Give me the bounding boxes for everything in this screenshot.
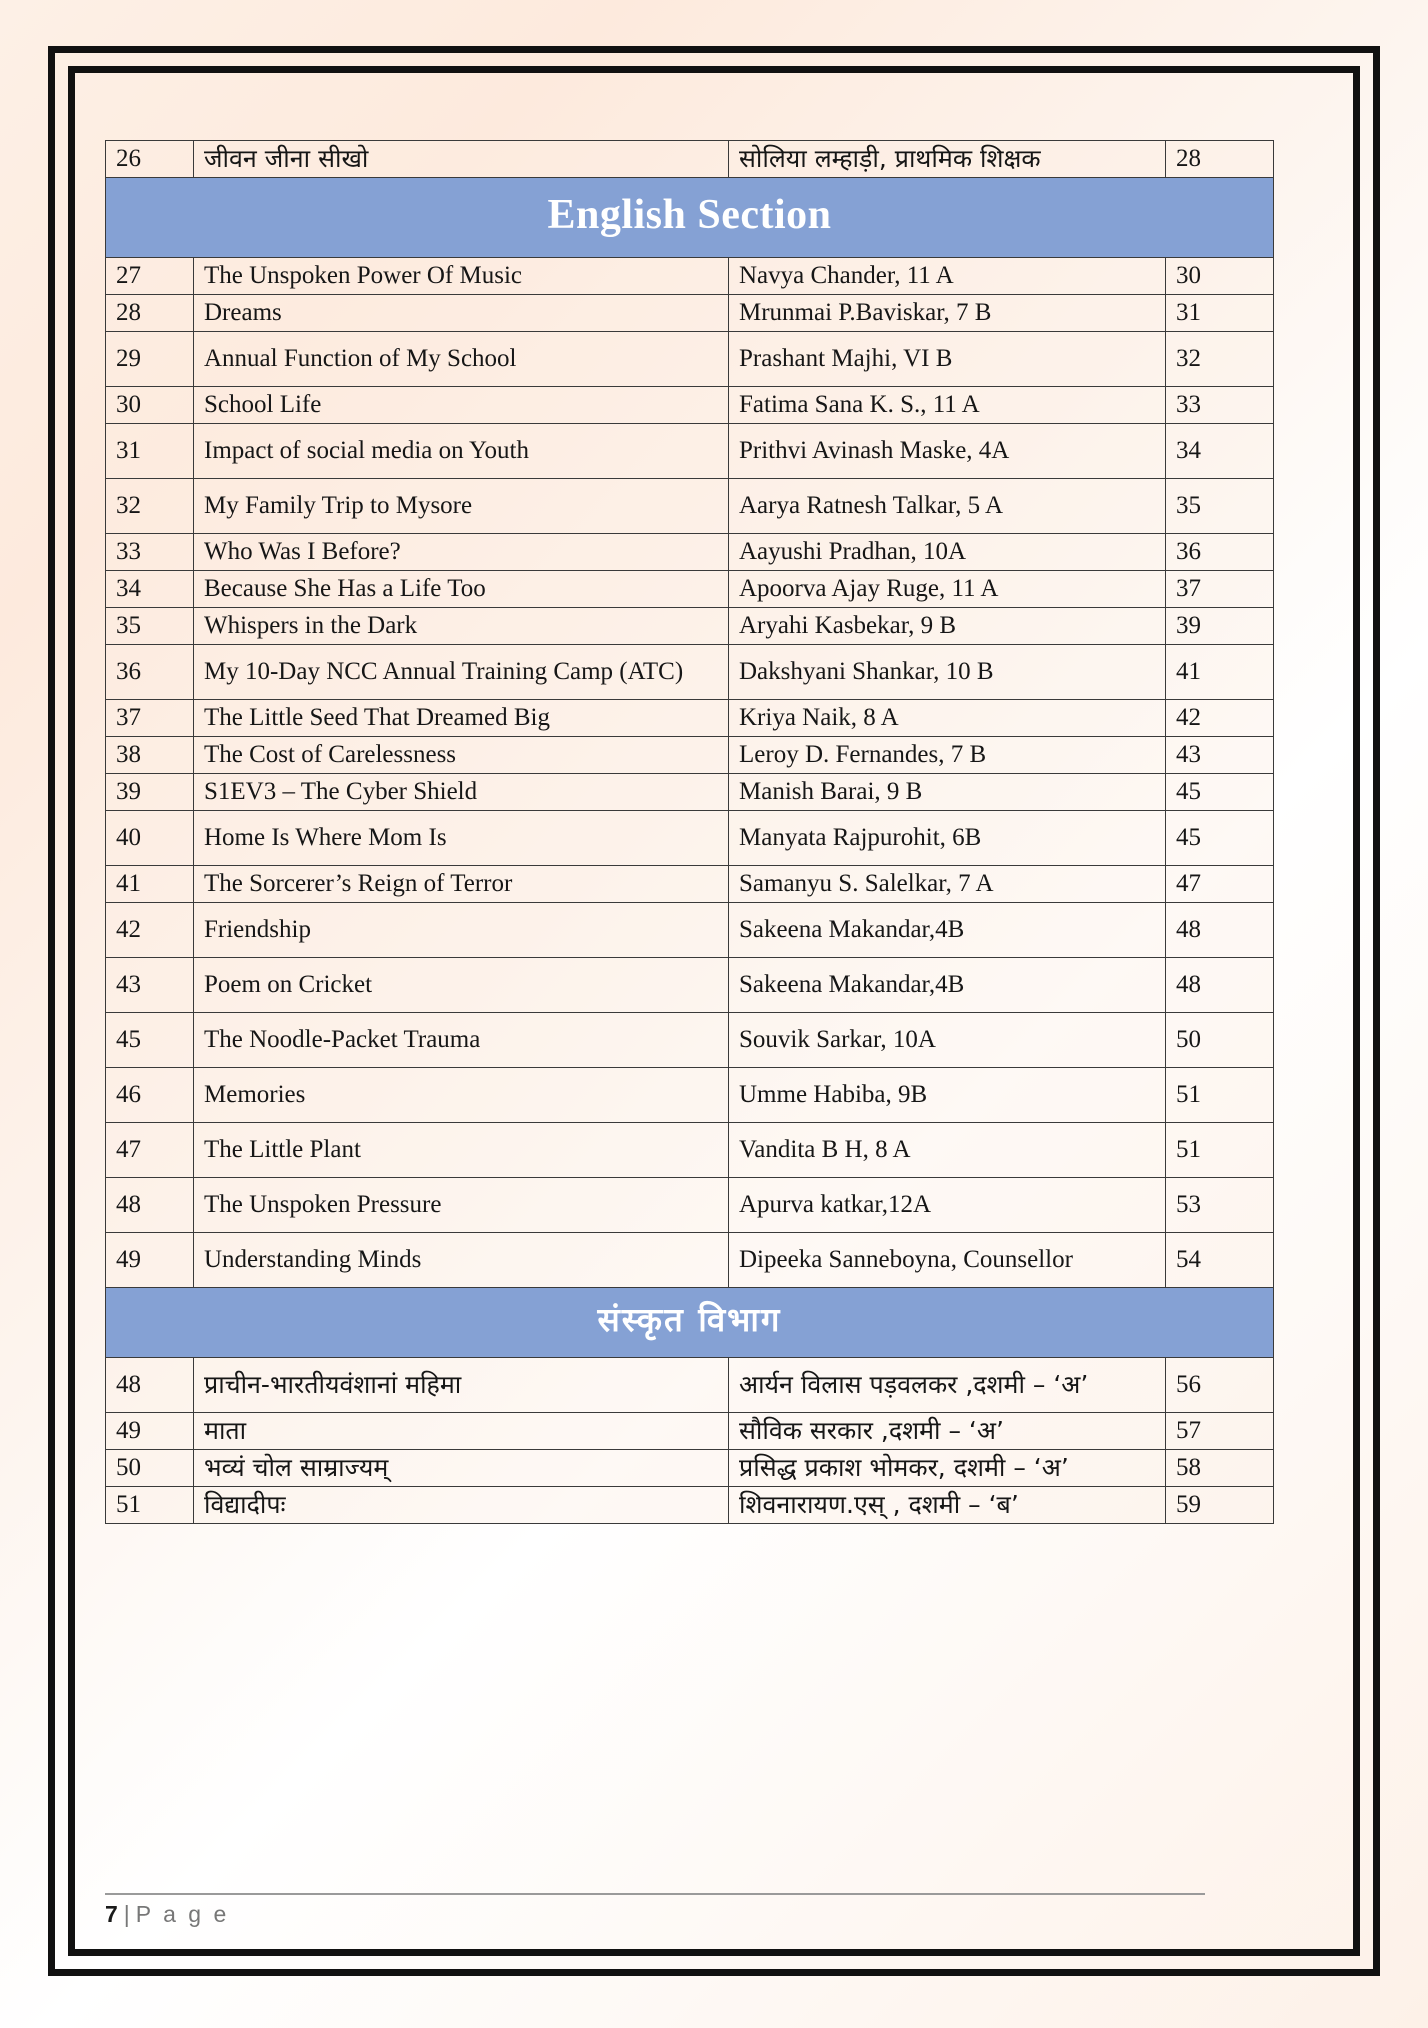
row-page: 41 xyxy=(1166,645,1274,700)
table-row xyxy=(106,479,1274,534)
row-number: 32 xyxy=(106,479,194,534)
row-number: 29 xyxy=(106,332,194,387)
row-title: The Sorcerer’s Reign of Terror xyxy=(194,866,729,903)
row-author: सोलिया लम्हाड़ी, प्राथमिक शिक्षक xyxy=(729,141,1166,178)
row-page: 35 xyxy=(1166,479,1274,534)
row-author: Leroy D. Fernandes, 7 B xyxy=(729,737,1166,774)
row-page: 42 xyxy=(1166,700,1274,737)
row-title: The Unspoken Pressure xyxy=(194,1178,729,1233)
row-page: 45 xyxy=(1166,774,1274,811)
row-number: 51 xyxy=(106,1486,194,1523)
row-author: Prashant Majhi, VI B xyxy=(729,332,1166,387)
table-row xyxy=(106,958,1274,1013)
table-row xyxy=(106,645,1274,700)
table-row xyxy=(106,1486,1274,1523)
table-row xyxy=(106,332,1274,387)
row-title: The Noodle-Packet Trauma xyxy=(194,1013,729,1068)
section-title: English Section xyxy=(547,192,832,238)
row-title: Home Is Where Mom Is xyxy=(194,811,729,866)
table-row xyxy=(106,258,1274,295)
table-row xyxy=(106,700,1274,737)
row-number: 42 xyxy=(106,903,194,958)
section-header-english xyxy=(106,178,1274,258)
row-page: 33 xyxy=(1166,387,1274,424)
row-title: Dreams xyxy=(194,295,729,332)
table-row xyxy=(106,424,1274,479)
row-title: माता xyxy=(194,1412,729,1449)
table-row xyxy=(106,811,1274,866)
row-page: 56 xyxy=(1166,1357,1274,1412)
row-author: Navya Chander, 11 A xyxy=(729,258,1166,295)
table-row xyxy=(106,608,1274,645)
row-author: Manish Barai, 9 B xyxy=(729,774,1166,811)
row-author: Aarya Ratnesh Talkar, 5 A xyxy=(729,479,1166,534)
table-row xyxy=(106,866,1274,903)
row-author: Prithvi Avinash Maske, 4A xyxy=(729,424,1166,479)
row-page: 58 xyxy=(1166,1449,1274,1486)
row-title: भव्यं चोल साम्राज्यम् xyxy=(194,1449,729,1486)
row-author: Vandita B H, 8 A xyxy=(729,1123,1166,1178)
row-number: 49 xyxy=(106,1412,194,1449)
table-row xyxy=(106,1233,1274,1288)
row-title: The Little Plant xyxy=(194,1123,729,1178)
row-title: Friendship xyxy=(194,903,729,958)
row-author: Sakeena Makandar,4B xyxy=(729,903,1166,958)
row-number: 28 xyxy=(106,295,194,332)
section-header-cell xyxy=(106,1288,1274,1358)
row-title: Who Was I Before? xyxy=(194,534,729,571)
row-number: 45 xyxy=(106,1013,194,1068)
row-number: 30 xyxy=(106,387,194,424)
row-title: Whispers in the Dark xyxy=(194,608,729,645)
row-page: 31 xyxy=(1166,295,1274,332)
row-author: Kriya Naik, 8 A xyxy=(729,700,1166,737)
row-page: 50 xyxy=(1166,1013,1274,1068)
row-number: 26 xyxy=(106,141,194,178)
row-page: 34 xyxy=(1166,424,1274,479)
row-number: 40 xyxy=(106,811,194,866)
section-title: संस्कृत विभाग xyxy=(597,1300,782,1340)
table-row xyxy=(106,1412,1274,1449)
row-title: Impact of social media on Youth xyxy=(194,424,729,479)
row-page: 51 xyxy=(1166,1123,1274,1178)
row-number: 34 xyxy=(106,571,194,608)
table-row xyxy=(106,1123,1274,1178)
row-title: जीवन जीना सीखो xyxy=(194,141,729,178)
row-number: 43 xyxy=(106,958,194,1013)
table-row xyxy=(106,903,1274,958)
row-title: S1EV3 – The Cyber Shield xyxy=(194,774,729,811)
row-author: Souvik Sarkar, 10A xyxy=(729,1013,1166,1068)
table-row xyxy=(106,1178,1274,1233)
table-row xyxy=(106,387,1274,424)
row-page: 59 xyxy=(1166,1486,1274,1523)
row-page: 30 xyxy=(1166,258,1274,295)
table-row xyxy=(106,774,1274,811)
row-author: Dakshyani Shankar, 10 B xyxy=(729,645,1166,700)
section-header-cell xyxy=(106,178,1274,258)
row-page: 54 xyxy=(1166,1233,1274,1288)
row-title: Because She Has a Life Too xyxy=(194,571,729,608)
row-number: 50 xyxy=(106,1449,194,1486)
row-title: The Cost of Carelessness xyxy=(194,737,729,774)
row-author: सौविक सरकार ,दशमी – ‘अ’ xyxy=(729,1412,1166,1449)
page-footer xyxy=(105,1893,1205,1928)
row-author: Dipeeka Sanneboyna, Counsellor xyxy=(729,1233,1166,1288)
row-page: 43 xyxy=(1166,737,1274,774)
table-row xyxy=(106,141,1274,178)
row-page: 48 xyxy=(1166,958,1274,1013)
row-author: Umme Habiba, 9B xyxy=(729,1068,1166,1123)
row-page: 37 xyxy=(1166,571,1274,608)
table-row xyxy=(106,1449,1274,1486)
table-row xyxy=(106,1068,1274,1123)
row-title: The Unspoken Power Of Music xyxy=(194,258,729,295)
row-title: विद्यादीपः xyxy=(194,1486,729,1523)
row-number: 41 xyxy=(106,866,194,903)
table-row xyxy=(106,737,1274,774)
section-header-sanskrit xyxy=(106,1288,1274,1358)
row-number: 36 xyxy=(106,645,194,700)
table-row xyxy=(106,571,1274,608)
row-title: School Life xyxy=(194,387,729,424)
row-number: 48 xyxy=(106,1178,194,1233)
row-page: 53 xyxy=(1166,1178,1274,1233)
table-row xyxy=(106,295,1274,332)
page-content-area xyxy=(82,82,1346,1942)
row-author: Mrunmai P.Baviskar, 7 B xyxy=(729,295,1166,332)
row-author: आर्यन विलास पड़वलकर ,दशमी – ‘अ’ xyxy=(729,1357,1166,1412)
row-number: 39 xyxy=(106,774,194,811)
row-number: 33 xyxy=(106,534,194,571)
row-author: Samanyu S. Salelkar, 7 A xyxy=(729,866,1166,903)
row-title: Memories xyxy=(194,1068,729,1123)
footer-separator: | xyxy=(123,1901,130,1927)
row-page: 28 xyxy=(1166,141,1274,178)
row-page: 57 xyxy=(1166,1412,1274,1449)
row-page: 48 xyxy=(1166,903,1274,958)
row-title: The Little Seed That Dreamed Big xyxy=(194,700,729,737)
row-author: Manyata Rajpurohit, 6B xyxy=(729,811,1166,866)
table-row xyxy=(106,1357,1274,1412)
row-page: 39 xyxy=(1166,608,1274,645)
toc-table xyxy=(105,140,1274,1524)
row-author: शिवनारायण.एस् , दशमी – ‘ब’ xyxy=(729,1486,1166,1523)
row-page: 45 xyxy=(1166,811,1274,866)
footer-page-number: 7 xyxy=(105,1901,118,1927)
row-title: प्राचीन-भारतीयवंशानां महिमा xyxy=(194,1357,729,1412)
row-number: 35 xyxy=(106,608,194,645)
row-title: Annual Function of My School xyxy=(194,332,729,387)
row-title: Poem on Cricket xyxy=(194,958,729,1013)
row-number: 47 xyxy=(106,1123,194,1178)
row-number: 37 xyxy=(106,700,194,737)
row-author: Sakeena Makandar,4B xyxy=(729,958,1166,1013)
row-title: My 10-Day NCC Annual Training Camp (ATC) xyxy=(194,645,729,700)
row-number: 49 xyxy=(106,1233,194,1288)
row-author: Aayushi Pradhan, 10A xyxy=(729,534,1166,571)
footer-page-word: P a g e xyxy=(135,1901,230,1927)
row-number: 38 xyxy=(106,737,194,774)
row-page: 32 xyxy=(1166,332,1274,387)
row-number: 48 xyxy=(106,1357,194,1412)
row-author: Apurva katkar,12A xyxy=(729,1178,1166,1233)
row-title: My Family Trip to Mysore xyxy=(194,479,729,534)
row-page: 36 xyxy=(1166,534,1274,571)
row-page: 51 xyxy=(1166,1068,1274,1123)
row-number: 27 xyxy=(106,258,194,295)
row-author: प्रसिद्ध प्रकाश भोमकर, दशमी – ‘अ’ xyxy=(729,1449,1166,1486)
row-author: Apoorva Ajay Ruge, 11 A xyxy=(729,571,1166,608)
row-title: Understanding Minds xyxy=(194,1233,729,1288)
row-number: 46 xyxy=(106,1068,194,1123)
table-row xyxy=(106,1013,1274,1068)
row-author: Fatima Sana K. S., 11 A xyxy=(729,387,1166,424)
row-page: 47 xyxy=(1166,866,1274,903)
table-of-contents xyxy=(105,140,1205,1524)
row-number: 31 xyxy=(106,424,194,479)
table-row xyxy=(106,534,1274,571)
row-author: Aryahi Kasbekar, 9 B xyxy=(729,608,1166,645)
